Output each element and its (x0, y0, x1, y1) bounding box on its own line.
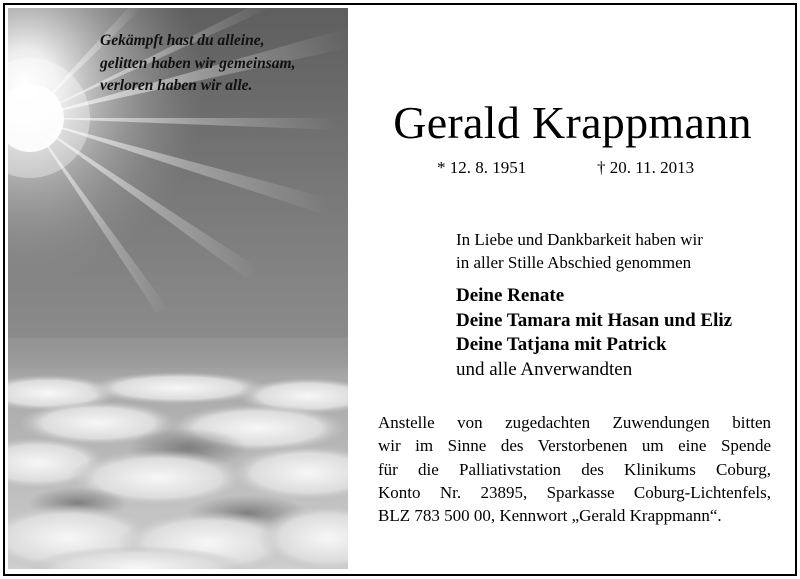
donation-line: Anstelle von zugedachten Zuwendungen bitten (378, 413, 771, 432)
motto-line: verloren haben wir alle. (100, 77, 253, 94)
memorial-motto (100, 30, 350, 98)
donation-line: BLZ 783 500 00, Kennwort „Gerald Krappmann“. (378, 506, 722, 526)
mourners-list (456, 284, 732, 382)
mourner: Deine Renate (456, 285, 565, 306)
mourner: Deine Tatjana mit Patrick (456, 334, 667, 355)
donation-note (378, 411, 771, 527)
farewell-text (456, 228, 703, 274)
deceased-name: Gerald Krappmann (393, 97, 752, 148)
relatives-line: und alle Anverwandten (456, 358, 633, 380)
motto-line: gelitten haben wir gemeinsam, (100, 54, 296, 72)
farewell-line: In Liebe und Dankbarkeit haben wir (456, 230, 703, 249)
birth-date: * 12. 8. 1951 (437, 158, 527, 177)
farewell-line: in aller Stille Abschied genommen (456, 253, 692, 272)
mourner: Deine Tamara mit Hasan und Eliz (456, 309, 733, 331)
motto-line: Gekämpft hast du alleine, (100, 32, 265, 49)
death-date: † 20. 11. 2013 (597, 158, 695, 177)
donation-line: für die Palliativstation des Klinikums Coburg, (378, 459, 771, 479)
donation-line: wir im Sinne des Verstorbenen um eine Spende (378, 436, 771, 456)
donation-line: Konto Nr. 23895, Sparkasse Coburg-Lichtenfels, (378, 482, 771, 502)
